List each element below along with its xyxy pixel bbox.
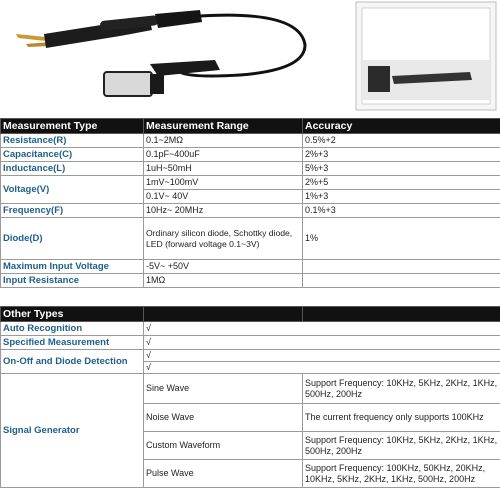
row-label: Input Resistance [1,274,144,288]
table-row [1,218,500,260]
row-accuracy: 0.1%+3 [303,204,500,218]
wave-desc: The current frequency only supports 100KHz [303,404,500,432]
row-range: 0.1~2MΩ [144,134,303,148]
row-label: Specified Measurement [1,336,144,350]
wave-name: Custom Waveform [144,432,303,460]
wave-desc: Support Frequency: 10KHz, 5KHz, 2KHz, 1KHz, 500Hz, 200Hz [303,432,500,460]
row-accuracy: 5%+3 [303,162,500,176]
measurement-table-header [1,119,500,134]
wave-desc: Support Frequency: 10KHz, 5KHz, 2KHz, 1KHz, 500Hz, 200Hz [303,374,500,404]
row-label: Inductance(L) [1,162,144,176]
row-label: Resistance(R) [1,134,144,148]
table-row [1,336,500,350]
row-label: Capacitance(C) [1,148,144,162]
table-row [1,274,500,288]
row-range: 1MΩ [144,274,303,288]
clip-probe-plate [104,72,152,96]
table-row [1,134,500,148]
wave-name: Noise Wave [144,404,303,432]
row-label: Maximum Input Voltage [1,260,144,274]
table-row [1,204,500,218]
table-row [1,176,500,190]
table-row [1,148,500,162]
tweezer-joint [155,10,202,28]
row-check: √ [144,362,500,374]
table-row [1,260,500,274]
wave-desc: Support Frequency: 100KHz, 50KHz, 20KHz, 10KHz, 5KHz, 2KHz, 1KHz, 500Hz, 200Hz [303,460,500,488]
row-accuracy [303,260,500,274]
row-check: √ [144,322,500,336]
col-header-accuracy: Accuracy [303,119,500,134]
row-accuracy: 2%+3 [303,148,500,162]
row-check: √ [144,336,500,350]
row-accuracy [303,274,500,288]
row-check: √ [144,350,500,362]
row-range: 1mV~100mV [144,176,303,190]
other-types-title: Other Types [1,307,144,322]
table-row [1,322,500,336]
clip-probe-hinge [150,74,164,94]
table-row [1,350,500,362]
row-accuracy: 0.5%+2 [303,134,500,148]
row-label: On-Off and Diode Detection [1,350,144,374]
row-range: -5V~ +50V [144,260,303,274]
product-photo [0,0,500,118]
case-device [368,66,390,92]
row-label: Diode(D) [1,218,144,260]
row-range: 10Hz~ 20MHz [144,204,303,218]
wave-name: Pulse Wave [144,460,303,488]
tweezer-tip-upper [16,34,46,41]
tweezer-meter-illustration [0,0,500,118]
row-accuracy: 1%+3 [303,190,500,204]
table-row [1,374,500,404]
row-label: Voltage(V) [1,176,144,204]
row-label: Frequency(F) [1,204,144,218]
row-range: 0.1pF~400uF [144,148,303,162]
row-range: Ordinary silicon diode, Schottky diode, LED (forward voltage 0.1~3V) [144,218,303,260]
other-types-header-blank [144,307,303,322]
row-range: 0.1V~ 40V [144,190,303,204]
table-row [1,162,500,176]
col-header-range: Measurement Range [144,119,303,134]
measurement-table [0,118,500,288]
row-range: 1uH~50mH [144,162,303,176]
other-types-header-blank [303,307,500,322]
signal-generator-label: Signal Generator [1,374,144,488]
col-header-type: Measurement Type [1,119,144,134]
other-types-table [0,306,500,488]
row-accuracy: 2%+5 [303,176,500,190]
wave-name: Sine Wave [144,374,303,404]
row-label: Auto Recognition [1,322,144,336]
other-types-header [1,307,500,322]
row-accuracy: 1% [303,218,500,260]
